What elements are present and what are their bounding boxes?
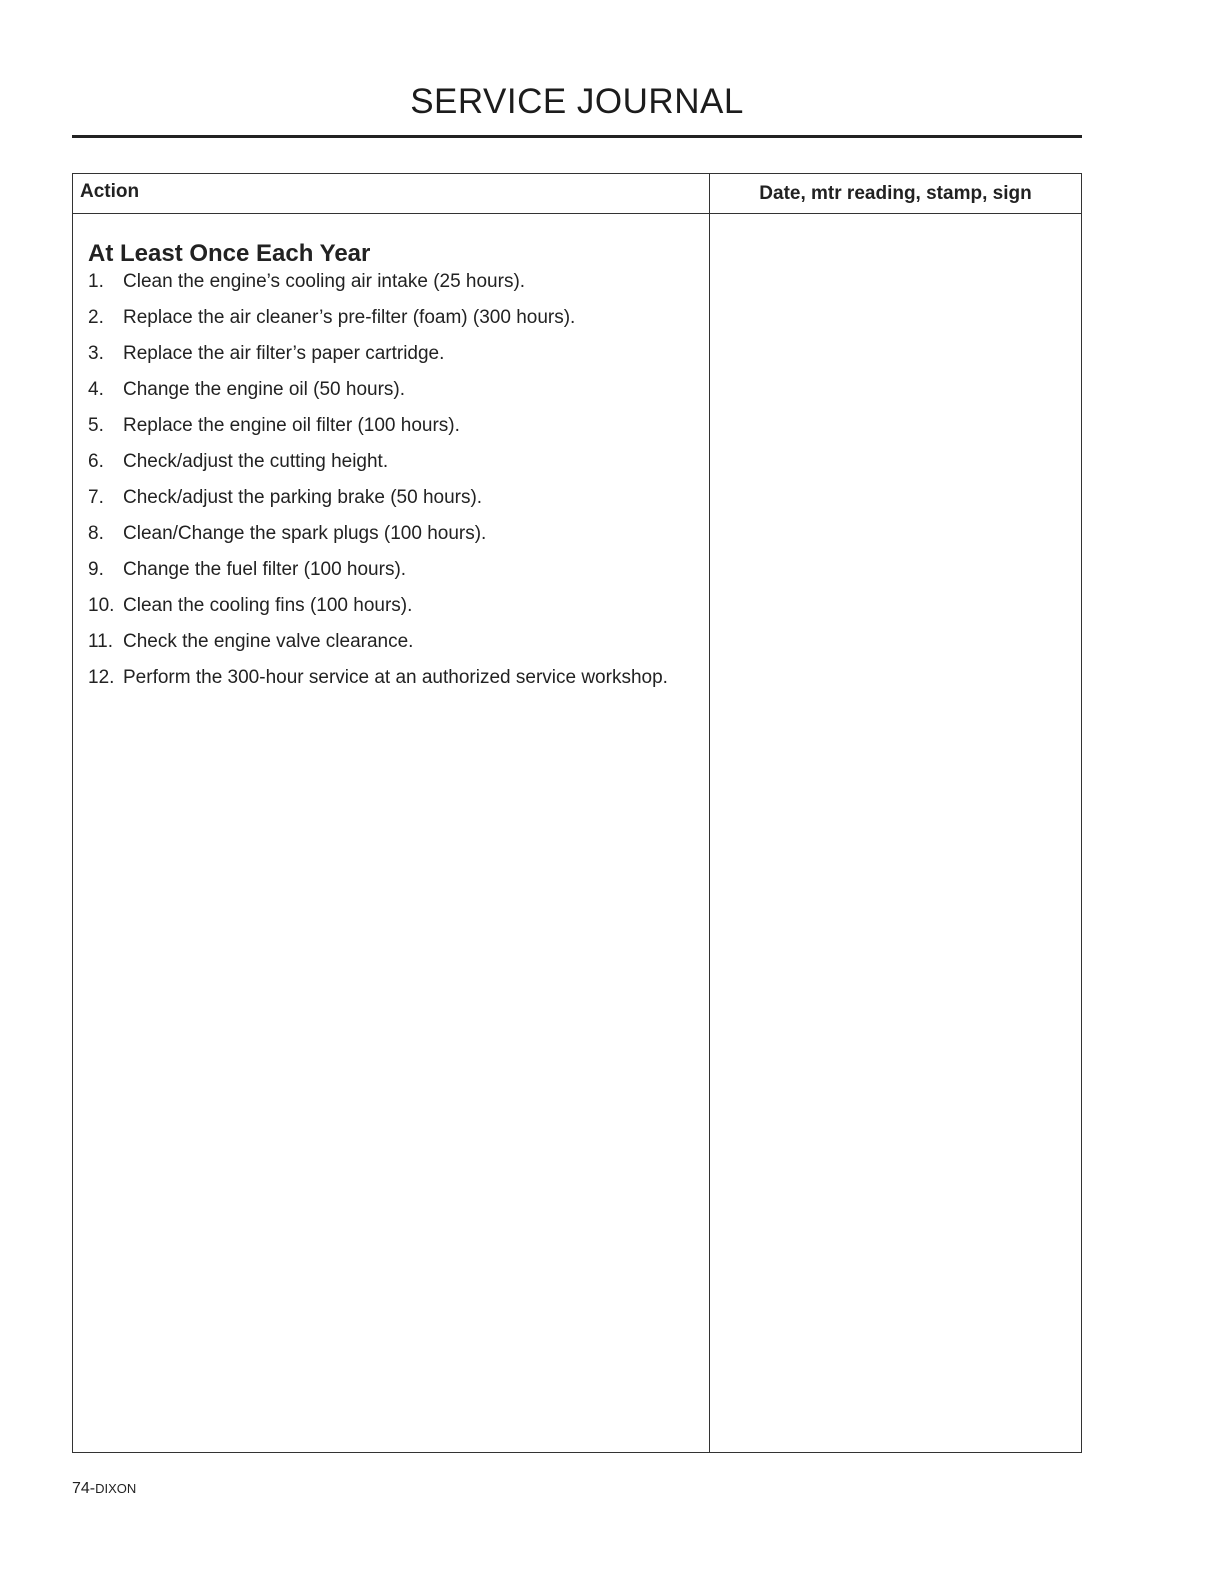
list-item	[88, 667, 703, 703]
page-footer	[72, 1480, 136, 1498]
task-text: Replace the engine oil filter (100 hours).	[123, 415, 460, 436]
task-text: Clean/Change the spark plugs (100 hours).	[123, 523, 487, 544]
list-item	[88, 595, 703, 631]
task-number: 12.	[88, 667, 115, 688]
task-number: 5.	[88, 415, 104, 436]
task-number: 10.	[88, 595, 115, 616]
task-text: Clean the cooling fins (100 hours).	[123, 595, 413, 616]
task-number: 6.	[88, 451, 104, 472]
list-item	[88, 307, 703, 343]
list-item	[88, 559, 703, 595]
task-text: Check the engine valve clearance.	[123, 631, 414, 652]
task-number: 8.	[88, 523, 104, 544]
list-item	[88, 415, 703, 451]
task-number: 3.	[88, 343, 104, 364]
list-item	[88, 271, 703, 307]
task-number: 4.	[88, 379, 104, 400]
task-text: Check/adjust the cutting height.	[123, 451, 389, 472]
task-text: Change the fuel filter (100 hours).	[123, 559, 407, 580]
title-rule	[72, 135, 1082, 138]
list-item	[88, 631, 703, 667]
column-header-date: Date, mtr reading, stamp, sign	[759, 183, 1032, 204]
task-text: Clean the engine’s cooling air intake (25 hours).	[123, 271, 526, 292]
task-number: 9.	[88, 559, 104, 580]
list-item	[88, 523, 703, 559]
task-text: Replace the air cleaner’s pre-filter (foam) (300 hours).	[123, 307, 576, 328]
task-text: Check/adjust the parking brake (50 hours).	[123, 487, 483, 508]
footer-brand: DIXON	[95, 1481, 137, 1496]
page-title: SERVICE JOURNAL	[410, 82, 744, 121]
service-journal-table	[72, 173, 1082, 1453]
page-number: 74-	[72, 1480, 96, 1497]
list-item	[88, 343, 703, 379]
task-text: Change the engine oil (50 hours).	[123, 379, 406, 400]
task-number: 1.	[88, 271, 104, 292]
header-rule	[73, 213, 1081, 214]
task-number: 11.	[88, 631, 114, 652]
column-header-action: Action	[80, 181, 140, 202]
list-item	[88, 451, 703, 487]
section-heading: At Least Once Each Year	[88, 240, 371, 267]
task-text: Replace the air filter’s paper cartridge.	[123, 343, 445, 364]
task-list	[88, 271, 703, 703]
task-number: 2.	[88, 307, 104, 328]
list-item	[88, 379, 703, 415]
column-divider	[709, 174, 710, 1452]
list-item	[88, 487, 703, 523]
task-text: Perform the 300-hour service at an authorized service workshop.	[123, 667, 668, 688]
task-number: 7.	[88, 487, 104, 508]
